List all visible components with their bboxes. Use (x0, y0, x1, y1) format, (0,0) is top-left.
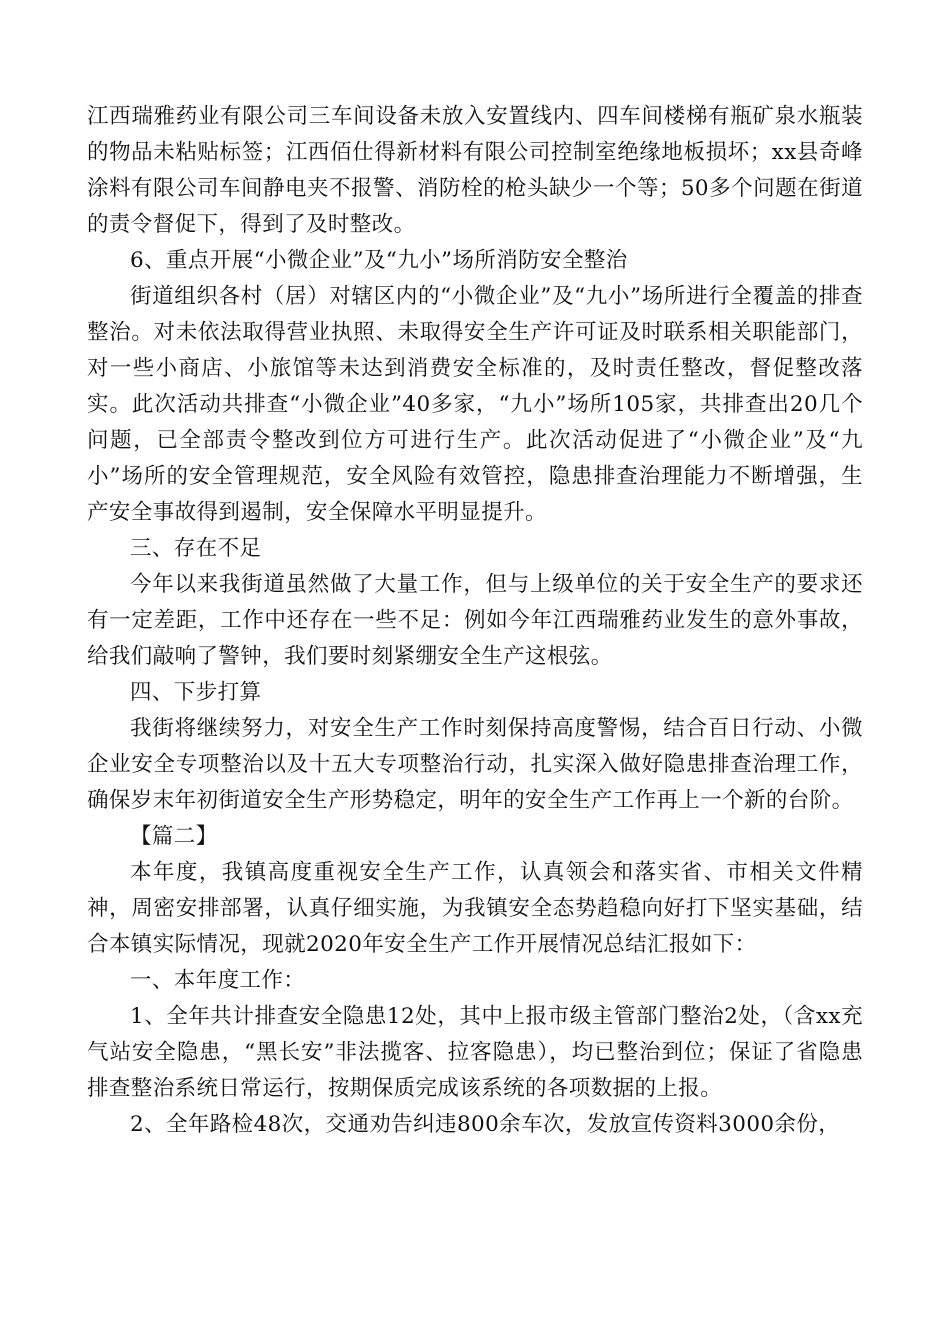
paragraph-small-enterprise-inspection: 街道组织各村（居）对辖区内的“小微企业”及“九小”场所进行全覆盖的排查整治。对未依法取得营业执照、未取得安全生产许可证及时联系相关职能部门，对一些小商店、小旅馆等未达到消费安全标准的，及时责任整改，督促整改落实。此次活动共排查“小微企业”40多家，“九小”场所105家，共排查出20几个问题，已全部责令整改到位方可进行生产。此次活动促进了“小微企业”及“九小”场所的安全管理规范，安全风险有效管控，隐患排查治理能力不断增强，生产安全事故得到遏制，安全保障水平明显提升。 (87, 284, 863, 525)
paragraph-part-two-intro: 本年度，我镇高度重视安全生产工作，认真领会和落实省、市相关文件精神，周密安排部署，认真仔细实施，为我镇安全态势趋稳向好打下坚实基础，结合本镇实际情况，现就2020年安全生产工作开展情况总结汇报如下： (87, 860, 863, 957)
heading-annual-work: 一、本年度工作： (130, 968, 306, 993)
paragraph-road-inspection: 2、全年路检48次，交通劝告纠违800余车次，发放宣传资料3000余份， (130, 1112, 841, 1137)
paragraph-hazard-investigation: 1、全年共计排查安全隐患12处，其中上报市级主管部门整治2处，（含xx充气站安全隐患，“黑长安”非法揽客、拉客隐患），均已整治到位；保证了省隐患排查整治系统日常运行，按期保质完成该系统的各项数据的上报。 (87, 1004, 863, 1101)
heading-part-two: 【篇二】 (130, 824, 218, 849)
heading-small-enterprise-fire-safety: 6、重点开展“小微企业”及“九小”场所消防安全整治 (130, 248, 628, 273)
paragraph-rectification-list: 江西瑞雅药业有限公司三车间设备未放入安置线内、四车间楼梯有瓶矿泉水瓶装的物品未粘贴标签；江西佰仕得新材料有限公司控制室绝缘地板损坏；xx县奇峰涂料有限公司车间静电夹不报警、消防栓的枪头缺少一个等；50多个问题在街道的责令督促下，得到了及时整改。 (87, 104, 863, 237)
paragraph-next-steps: 我街将继续努力，对安全生产工作时刻保持高度警惕，结合百日行动、小微企业安全专项整治以及十五大专项整治行动，扎实深入做好隐患排查治理工作，确保岁末年初街道安全生产形势稳定，明年的安全生产工作再上一个新的台阶。 (87, 716, 863, 813)
heading-shortcomings: 三、存在不足 (130, 536, 262, 561)
heading-next-steps: 四、下步打算 (130, 680, 262, 705)
paragraph-shortcomings: 今年以来我街道虽然做了大量工作，但与上级单位的关于安全生产的要求还有一定差距，工作中还存在一些不足：例如今年江西瑞雅药业发生的意外事故，给我们敲响了警钟，我们要时刻紧绷安全生产这根弦。 (87, 572, 863, 669)
document-page (87, 99, 863, 1143)
